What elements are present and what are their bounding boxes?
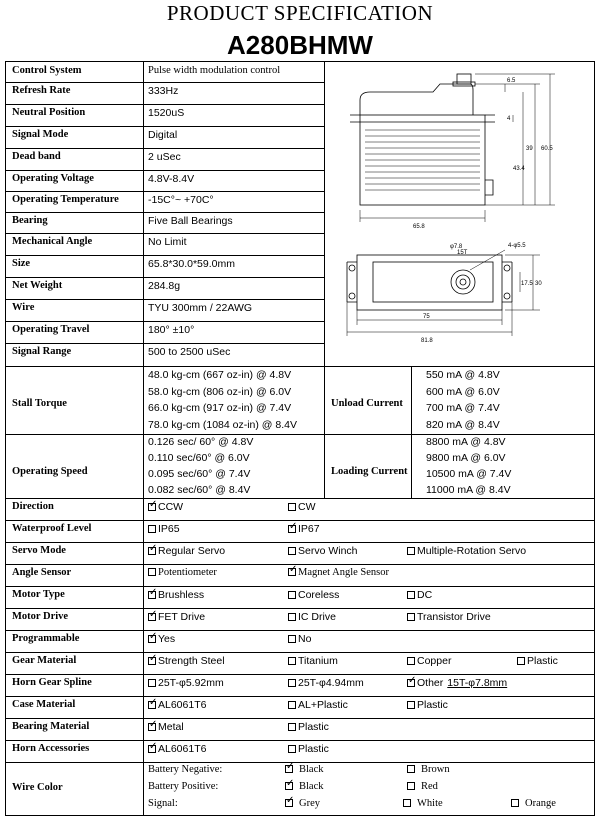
option-text: Plastic [298, 743, 329, 755]
checked-checkbox[interactable] [148, 591, 156, 599]
wire-option[interactable] [407, 764, 450, 775]
option-text: Plastic [298, 721, 329, 733]
spec-label: Net Weight [12, 280, 63, 291]
wire-option[interactable] [407, 781, 438, 792]
option-text: CCW [158, 501, 184, 513]
unchecked-checkbox[interactable] [288, 591, 296, 599]
option-text: AL+Plastic [298, 699, 348, 711]
unload-current-value: 600 mA @ 6.0V [426, 385, 500, 398]
option-item[interactable] [148, 677, 224, 689]
operating-speed-label: Operating Speed [12, 466, 88, 477]
unchecked-checkbox[interactable] [407, 657, 415, 665]
spec-value: 65.8*30.0*59.0mm [148, 258, 235, 270]
option-text: Plastic [527, 655, 558, 667]
unchecked-checkbox[interactable] [517, 657, 525, 665]
unchecked-checkbox[interactable] [511, 799, 519, 807]
dim-label: 75 [423, 314, 430, 320]
dim-label: 30 [535, 281, 542, 287]
wire-option-text: Black [299, 781, 324, 792]
stall-torque-value: 78.0 kg-cm (1084 oz-in) @ 8.4V [148, 418, 297, 431]
unchecked-checkbox[interactable] [288, 547, 296, 555]
unchecked-checkbox[interactable] [148, 568, 156, 576]
option-text: Titanium [298, 655, 338, 667]
spec-value: -15C°~ +70C° [148, 194, 214, 206]
dim-label: 15T [457, 250, 468, 256]
option-item[interactable] [148, 633, 175, 645]
unchecked-checkbox[interactable] [407, 701, 415, 709]
spec-value: 4.8V-8.4V [148, 173, 195, 185]
option-text: IC Drive [298, 611, 336, 623]
option-text: Metal [158, 721, 184, 733]
spec-value: TYU 300mm / 22AWG [148, 302, 253, 314]
wire-option-text: White [417, 798, 443, 809]
dim-label: φ7.8 [450, 244, 463, 250]
dim-label: 4-φ5.5 [508, 243, 526, 249]
checked-checkbox[interactable] [285, 799, 293, 807]
spec-label: Signal Mode [12, 129, 69, 140]
wire-option[interactable] [285, 781, 324, 792]
option-item[interactable] [288, 501, 316, 513]
option-item[interactable] [288, 633, 311, 645]
option-item[interactable] [148, 743, 206, 755]
option-text: Coreless [298, 589, 340, 601]
unload-current-value: 820 mA @ 8.4V [426, 418, 500, 431]
option-item[interactable] [288, 611, 336, 623]
wire-option-text: Orange [525, 798, 556, 809]
option-text: Yes [158, 633, 176, 645]
stall-torque-label: Stall Torque [12, 398, 67, 409]
spec-value: Pulse width modulation control [148, 65, 281, 76]
wire-option-text: Black [299, 764, 324, 775]
loading-current-label: Loading Current [331, 466, 408, 477]
spec-label: Bearing [12, 215, 48, 226]
option-text: FET Drive [158, 611, 206, 623]
option-item[interactable] [288, 699, 348, 711]
option-item[interactable] [407, 545, 526, 557]
checked-checkbox[interactable] [148, 547, 156, 555]
wire-option[interactable] [285, 798, 320, 809]
option-label: Servo Mode [12, 545, 66, 556]
option-text: Multiple-Rotation Servo [417, 545, 527, 557]
spec-label: Neutral Position [12, 107, 86, 118]
option-label: Gear Material [12, 655, 77, 666]
spec-value: 2 uSec [148, 151, 181, 163]
option-text: IP65 [158, 523, 180, 535]
option-text: Plastic [417, 699, 448, 711]
operating-speed-value: 0.095 sec/60° @ 7.4V [148, 468, 251, 480]
option-item[interactable] [148, 589, 204, 601]
loading-current-value: 10500 mA @ 7.4V [426, 468, 512, 480]
dim-label: 4 [507, 116, 511, 122]
option-label: Case Material [12, 699, 76, 710]
option-text: Copper [417, 655, 452, 667]
wire-option-text: Grey [299, 798, 320, 809]
unchecked-checkbox[interactable] [407, 765, 415, 773]
unchecked-checkbox[interactable] [288, 657, 296, 665]
option-item[interactable] [288, 721, 329, 733]
checked-checkbox[interactable] [148, 701, 156, 709]
option-text: DC [417, 589, 433, 601]
spec-value: Five Ball Bearings [148, 215, 233, 227]
checked-checkbox[interactable] [148, 745, 156, 753]
checked-checkbox[interactable] [285, 782, 293, 790]
option-item[interactable] [288, 523, 320, 535]
operating-speed-value: 0.110 sec/60° @ 6.0V [148, 452, 250, 464]
unchecked-checkbox[interactable] [407, 547, 415, 555]
spec-value: No Limit [148, 236, 187, 248]
option-label: Waterproof Level [12, 523, 92, 534]
option-text: AL6061T6 [158, 699, 207, 711]
checked-checkbox[interactable] [288, 568, 296, 576]
checked-checkbox[interactable] [407, 679, 415, 687]
spec-value: 500 to 2500 uSec [148, 346, 231, 358]
spec-value: Digital [148, 129, 178, 141]
dim-label: 17.5 [521, 281, 533, 287]
option-item[interactable] [407, 677, 507, 689]
unload-current-label: Unload Current [331, 398, 403, 409]
spec-label: Signal Range [12, 346, 72, 357]
unchecked-checkbox[interactable] [288, 679, 296, 687]
option-item[interactable] [148, 699, 206, 711]
option-label: Direction [12, 501, 54, 512]
page-title: PRODUCT SPECIFICATION [166, 1, 434, 25]
spec-label: Wire [12, 302, 35, 313]
option-item[interactable] [288, 545, 358, 557]
wire-row-name: Battery Negative: [148, 764, 223, 775]
option-text: Regular Servo [158, 545, 226, 557]
spec-value: 333Hz [148, 85, 179, 97]
stall-torque-value: 48.0 kg-cm (667 oz-in) @ 4.8V [148, 369, 292, 381]
option-item[interactable] [148, 523, 180, 535]
option-text: No [298, 633, 312, 645]
operating-speed-value: 0.082 sec/60° @ 8.4V [148, 484, 251, 496]
option-item[interactable] [288, 677, 364, 689]
option-item[interactable] [148, 567, 217, 578]
option-item[interactable] [407, 589, 432, 601]
option-text: IP67 [298, 523, 320, 535]
spec-value: 180° ±10° [148, 324, 195, 336]
wire-row-name: Battery Positive: [148, 781, 219, 792]
checked-checkbox[interactable] [148, 503, 156, 511]
spec-value: 1520uS [148, 107, 185, 119]
dim-label: 81.8 [421, 338, 433, 344]
operating-speed-value: 0.126 sec/ 60° @ 4.8V [148, 436, 254, 448]
model-number: A280BHMW [227, 30, 373, 60]
option-text: Potentiometer [158, 567, 217, 578]
option-text: Other [417, 677, 444, 689]
stall-torque-value: 58.0 kg-cm (806 oz-in) @ 6.0V [148, 385, 292, 398]
unload-current-value: 700 mA @ 7.4V [426, 402, 500, 414]
checked-checkbox[interactable] [288, 525, 296, 533]
unchecked-checkbox[interactable] [407, 782, 415, 790]
dim-label: 6.5 [507, 78, 516, 84]
option-text: Servo Winch [298, 545, 358, 557]
spec-value: 284.8g [148, 280, 181, 292]
option-item[interactable] [288, 567, 389, 578]
option-item[interactable] [517, 655, 558, 667]
wire-row-name: Signal: [148, 798, 178, 809]
unchecked-checkbox[interactable] [148, 679, 156, 687]
spec-label: Dead band [12, 151, 61, 162]
spec-label: Control System [12, 65, 82, 76]
wire-option[interactable] [511, 798, 556, 809]
option-item[interactable] [407, 699, 448, 711]
option-text: 25T-φ4.94mm [298, 677, 364, 689]
unchecked-checkbox[interactable] [288, 503, 296, 511]
wire-option[interactable] [403, 798, 443, 809]
unload-current-value: 550 mA @ 4.8V [426, 369, 500, 381]
option-item[interactable] [288, 655, 338, 667]
wire-color-label: Wire Color [12, 782, 63, 793]
servo-dimension-drawing [345, 70, 590, 360]
option-label: Horn Gear Spline [12, 677, 92, 688]
loading-current-value: 8800 mA @ 4.8V [426, 436, 506, 448]
option-label: Angle Sensor [12, 567, 72, 578]
option-label: Motor Drive [12, 611, 69, 622]
loading-current-value: 9800 mA @ 6.0V [426, 452, 506, 464]
spec-label: Mechanical Angle [12, 236, 93, 247]
option-item[interactable] [148, 501, 183, 513]
option-label: Bearing Material [12, 721, 90, 732]
unchecked-checkbox[interactable] [288, 613, 296, 621]
spec-label: Operating Temperature [12, 194, 119, 205]
checked-checkbox[interactable] [148, 635, 156, 643]
option-item[interactable] [288, 589, 339, 601]
option-item[interactable] [288, 743, 329, 755]
checked-checkbox[interactable] [285, 765, 293, 773]
option-text: Brushless [158, 589, 205, 601]
dim-label: 39 [526, 146, 533, 152]
option-text: CW [298, 501, 316, 513]
spec-label: Operating Travel [12, 324, 90, 335]
spec-label: Refresh Rate [12, 85, 71, 96]
unchecked-checkbox[interactable] [288, 701, 296, 709]
option-extra: 15T-φ7.8mm [447, 677, 508, 689]
unchecked-checkbox[interactable] [407, 591, 415, 599]
option-label: Programmable [12, 633, 80, 644]
option-item[interactable] [148, 545, 225, 557]
unchecked-checkbox[interactable] [148, 525, 156, 533]
option-text: 25T-φ5.92mm [158, 677, 224, 689]
checked-checkbox[interactable] [148, 723, 156, 731]
unchecked-checkbox[interactable] [288, 635, 296, 643]
dim-label: 65.8 [413, 224, 425, 230]
checked-checkbox[interactable] [148, 613, 156, 621]
spec-label: Size [12, 258, 31, 269]
option-label: Horn Accessories [12, 743, 90, 754]
option-text: Magnet Angle Sensor [298, 567, 389, 578]
wire-option[interactable] [285, 764, 324, 775]
option-item[interactable] [407, 655, 451, 667]
option-label: Motor Type [12, 589, 65, 600]
unchecked-checkbox[interactable] [403, 799, 411, 807]
checked-checkbox[interactable] [148, 657, 156, 665]
loading-current-value: 11000 mA @ 8.4V [426, 484, 511, 496]
option-item[interactable] [148, 655, 225, 667]
spec-label: Operating Voltage [12, 173, 94, 184]
unchecked-checkbox[interactable] [407, 613, 415, 621]
option-text: AL6061T6 [158, 743, 207, 755]
stall-torque-value: 66.0 kg-cm (917 oz-in) @ 7.4V [148, 402, 292, 414]
option-text: Transistor Drive [417, 611, 491, 623]
option-text: Strength Steel [158, 655, 225, 667]
wire-option-text: Brown [421, 764, 450, 775]
unchecked-checkbox[interactable] [288, 745, 296, 753]
dim-label: 43.4 [513, 166, 525, 172]
option-item[interactable] [148, 721, 184, 733]
dim-label: 60.5 [541, 146, 553, 152]
option-item[interactable] [148, 611, 205, 623]
unchecked-checkbox[interactable] [288, 723, 296, 731]
option-item[interactable] [407, 611, 491, 623]
wire-option-text: Red [421, 781, 438, 792]
